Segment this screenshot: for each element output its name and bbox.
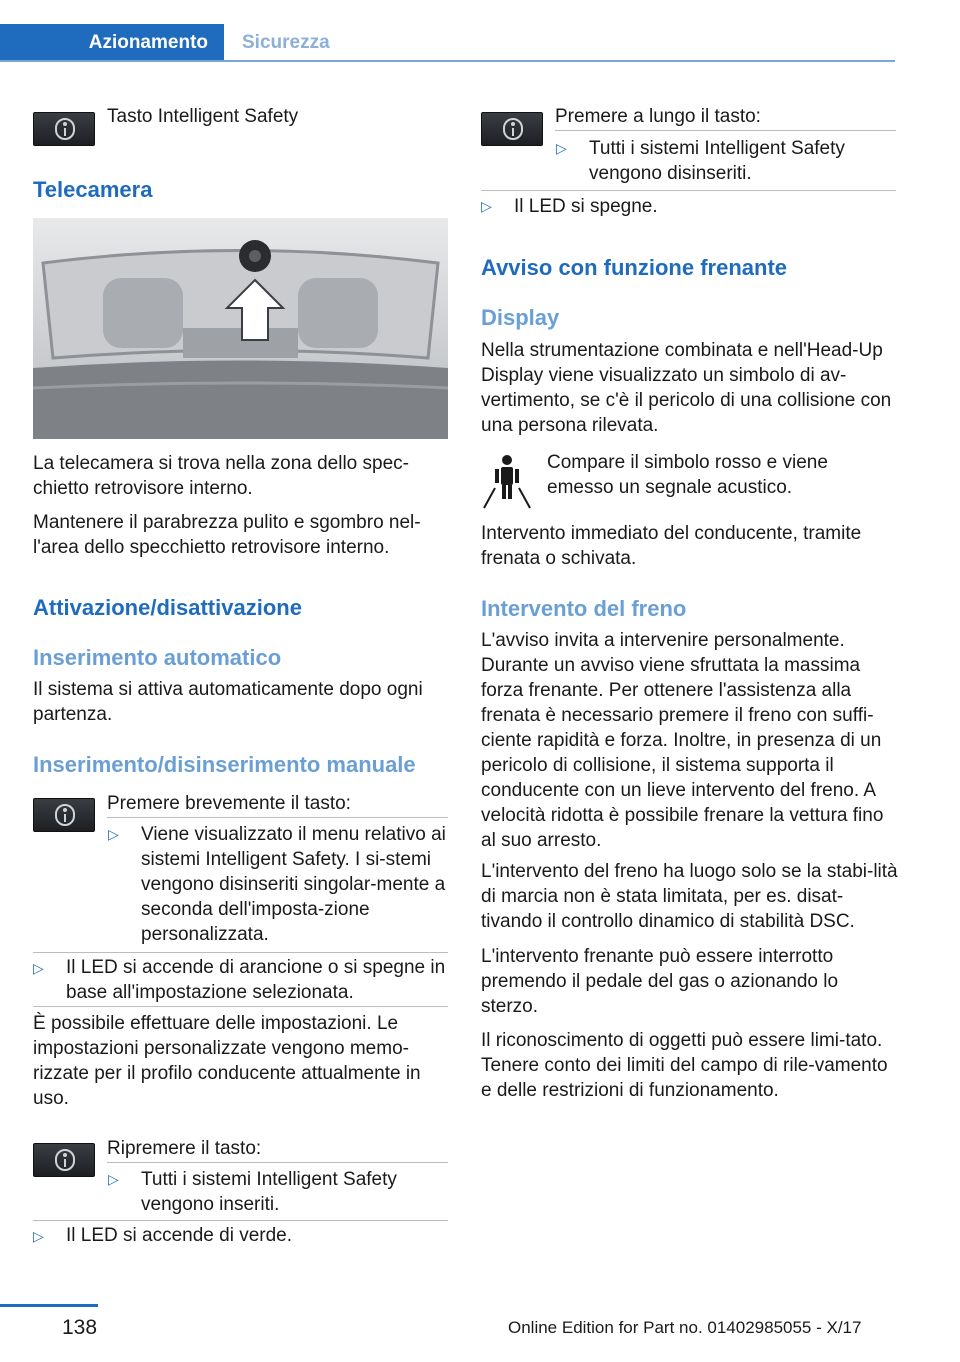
long-item-2: Il LED si spegne. bbox=[514, 196, 658, 217]
press-long-text: Premere a lungo il tasto: bbox=[555, 106, 761, 127]
camera-paragraph-1: La telecamera si trova nella zona dello spec-chietto retrovisore interno. bbox=[33, 453, 409, 499]
freno-paragraph-1: L'avviso invita a intervenire personalmente. Durante un avviso viene sfruttata la massima forza frenante. Per ottenere l'assistenza alla frenata è necessario premere il freno con suffi-ciente rapidità e forza. Inoltre, in presenza di un pericolo di collisione, il sistema supporta il conducente con un lieve intervento del freno. A velocità ridotta è possibile frenare la vettura fino al suo arresto. bbox=[481, 630, 884, 851]
list-divider bbox=[107, 817, 448, 818]
bullet-icon: ▷ bbox=[33, 1228, 44, 1244]
display-paragraph: Nella strumentazione combinata e nell'Head-Up Display viene visualizzato un simbolo di av-vertimento, se c'è il pericolo di una collisione con una persona rilevata. bbox=[481, 340, 892, 436]
intelligent-safety-button-icon-2 bbox=[33, 798, 95, 832]
heading-telecamera: Telecamera bbox=[33, 177, 153, 202]
bullet-icon: ▷ bbox=[108, 826, 119, 842]
list-divider bbox=[555, 130, 896, 131]
again-item-2: Il LED si accende di verde. bbox=[66, 1225, 293, 1246]
short-item-1: Viene visualizzato il menu relativo ai sistemi Intelligent Safety. I si-stemi vengono disinseriti singolar-mente a seconda dell'imposta-zione personalizzata. bbox=[141, 824, 446, 945]
header-tabs bbox=[0, 24, 895, 62]
list-divider bbox=[33, 1220, 448, 1221]
footer-accent-line bbox=[0, 1304, 98, 1307]
bullet-icon: ▷ bbox=[108, 1171, 119, 1187]
header-divider bbox=[0, 60, 895, 62]
freno-paragraph-2: L'intervento del freno ha luogo solo se la stabi-lità di marcia non è stata limitata, per es. disat-tivando il controllo dinamico di stabilità DSC. bbox=[481, 861, 898, 932]
heading-intervento-freno: Intervento del freno bbox=[481, 596, 687, 621]
bullet-icon: ▷ bbox=[556, 140, 567, 156]
intervento-paragraph: Intervento immediato del conducente, tramite frenata o schivata. bbox=[481, 523, 862, 569]
heading-display: Display bbox=[481, 305, 560, 330]
heading-attivazione: Attivazione/disattivazione bbox=[33, 595, 302, 620]
tab-azionamento[interactable]: Azionamento bbox=[0, 24, 224, 62]
button-caption: Tasto Intelligent Safety bbox=[107, 106, 299, 127]
heading-inserimento-automatico: Inserimento automatico bbox=[33, 645, 282, 670]
long-item-1: Tutti i sistemi Intelligent Safety vengono disinseriti. bbox=[589, 138, 845, 184]
short-item-2: Il LED si accende di arancione o si spegne in base all'impostazione selezionata. bbox=[66, 957, 446, 1003]
list-divider bbox=[481, 190, 896, 191]
settings-paragraph: È possibile effettuare delle impostazioni. Le impostazioni personalizzate vengono memo-rizzate per il profilo conducente attualmente in uso. bbox=[33, 1013, 421, 1109]
intelligent-safety-button-icon-4 bbox=[481, 112, 543, 146]
freno-paragraph-4: Il riconoscimento di oggetti può essere limi-tato. Tenere conto dei limiti del campo di rile-vamento e delle restrizioni di funzionamento. bbox=[481, 1030, 888, 1101]
camera-paragraph-2: Mantenere il parabrezza pulito e sgombro nel-l'area dello specchietto retrovisore interno. bbox=[33, 512, 421, 558]
windshield-illustration bbox=[33, 218, 448, 439]
bullet-icon: ▷ bbox=[33, 960, 44, 976]
again-item-1: Tutti i sistemi Intelligent Safety vengono inseriti. bbox=[141, 1169, 397, 1215]
heading-inserimento-manuale: Inserimento/disinserimento manuale bbox=[33, 752, 416, 777]
list-divider bbox=[33, 1006, 448, 1007]
intelligent-safety-button-icon-3 bbox=[33, 1143, 95, 1177]
bullet-icon: ▷ bbox=[481, 198, 492, 214]
automatic-paragraph: Il sistema si attiva automaticamente dopo ogni partenza. bbox=[33, 679, 423, 725]
camera-photo bbox=[33, 218, 448, 439]
press-short-text: Premere brevemente il tasto: bbox=[107, 793, 351, 814]
edition-note: Online Edition for Part no. 01402985055 - X/17 bbox=[508, 1318, 862, 1337]
pedestrian-warning-icon bbox=[481, 450, 533, 510]
freno-paragraph-3: L'intervento frenante può essere interrotto premendo il pedale del gas o azionando lo sterzo. bbox=[481, 946, 839, 1017]
intelligent-safety-button-icon bbox=[33, 112, 95, 146]
tab-sicurezza[interactable]: Sicurezza bbox=[242, 32, 330, 53]
page-number: 138 bbox=[62, 1316, 98, 1339]
symbol-caption: Compare il simbolo rosso e viene emesso un segnale acustico. bbox=[547, 452, 828, 498]
press-again-text: Ripremere il tasto: bbox=[107, 1138, 262, 1159]
list-divider bbox=[107, 1162, 448, 1163]
heading-avviso-frenante: Avviso con funzione frenante bbox=[481, 255, 788, 280]
list-divider bbox=[33, 952, 448, 953]
